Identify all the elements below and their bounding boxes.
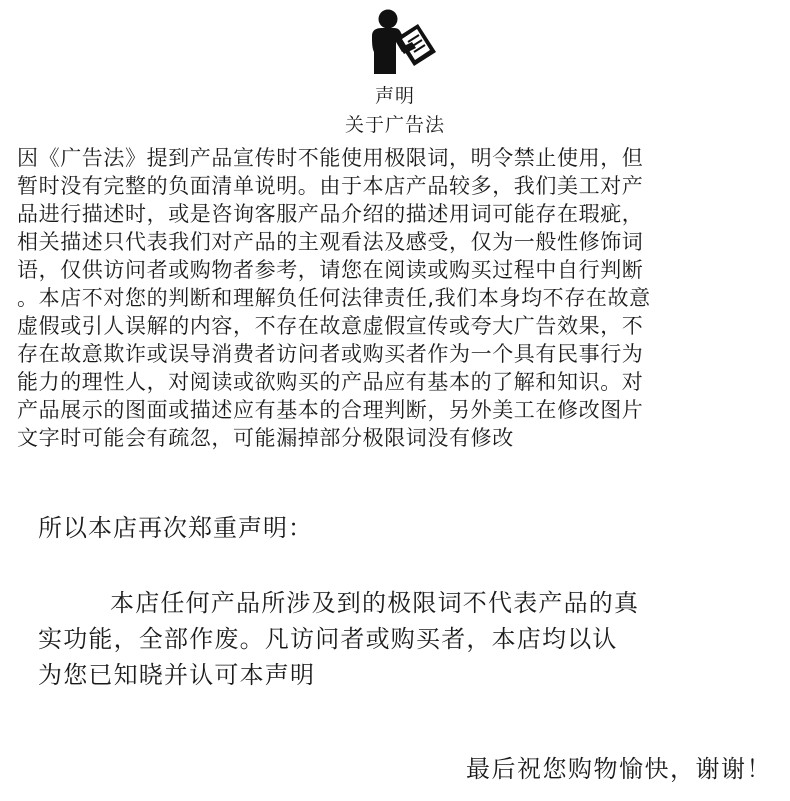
paragraph-line: 存在故意欺诈或误导消费者访问者或购买者作为一个具有民事行为 <box>17 342 644 366</box>
paragraph-line: 暂时没有完整的负面清单说明。由于本店产品较多，我们美工对产 <box>17 174 644 198</box>
closing-message: 最后祝您购物愉快，谢谢！ <box>466 755 772 783</box>
declaration-paragraph <box>38 585 778 693</box>
paragraph-line: 文字时可能会有疏忽，可能漏掉部分极限词没有修改 <box>17 426 514 450</box>
declaration-line: 本店任何产品所涉及到的极限词不代表产品的真 <box>110 589 640 617</box>
paragraph-line: 虚假或引人误解的内容，不存在故意虚假宣传或夸大广告效果，不 <box>17 314 644 338</box>
paragraph-line: 语，仅供访问者或购物者参考，请您在阅读或购买过程中自行判断 <box>17 258 644 282</box>
disclaimer-paragraph <box>17 144 777 452</box>
reader-with-book-icon <box>366 8 438 78</box>
paragraph-line: 因《广告法》提到产品宣传时不能使用极限词，明令禁止使用，但 <box>17 146 644 170</box>
document-title: 声明 <box>374 85 415 107</box>
paragraph-line: 产品展示的图面或描述应有基本的合理判断，另外美工在修改图片 <box>17 398 644 422</box>
declaration-line: 实功能，全部作废。凡访问者或购买者，本店均以认 <box>38 625 618 653</box>
paragraph-line: 相关描述只代表我们对产品的主观看法及感受，仅为一般性修饰词 <box>17 230 644 254</box>
declaration-line: 为您已知晓并认可本声明 <box>38 661 316 689</box>
paragraph-line: 。本店不对您的判断和理解负任何法律责任,我们本身均不存在故意 <box>17 286 651 310</box>
paragraph-line: 品进行描述时，或是咨询客服产品介绍的描述用词可能存在瑕疵， <box>17 202 644 226</box>
statement-heading: 所以本店再次郑重声明： <box>38 514 313 542</box>
document-subtitle: 关于广告法 <box>344 114 445 136</box>
paragraph-line: 能力的理性人，对阅读或欲购买的产品应有基本的了解和知识。对 <box>17 370 644 394</box>
